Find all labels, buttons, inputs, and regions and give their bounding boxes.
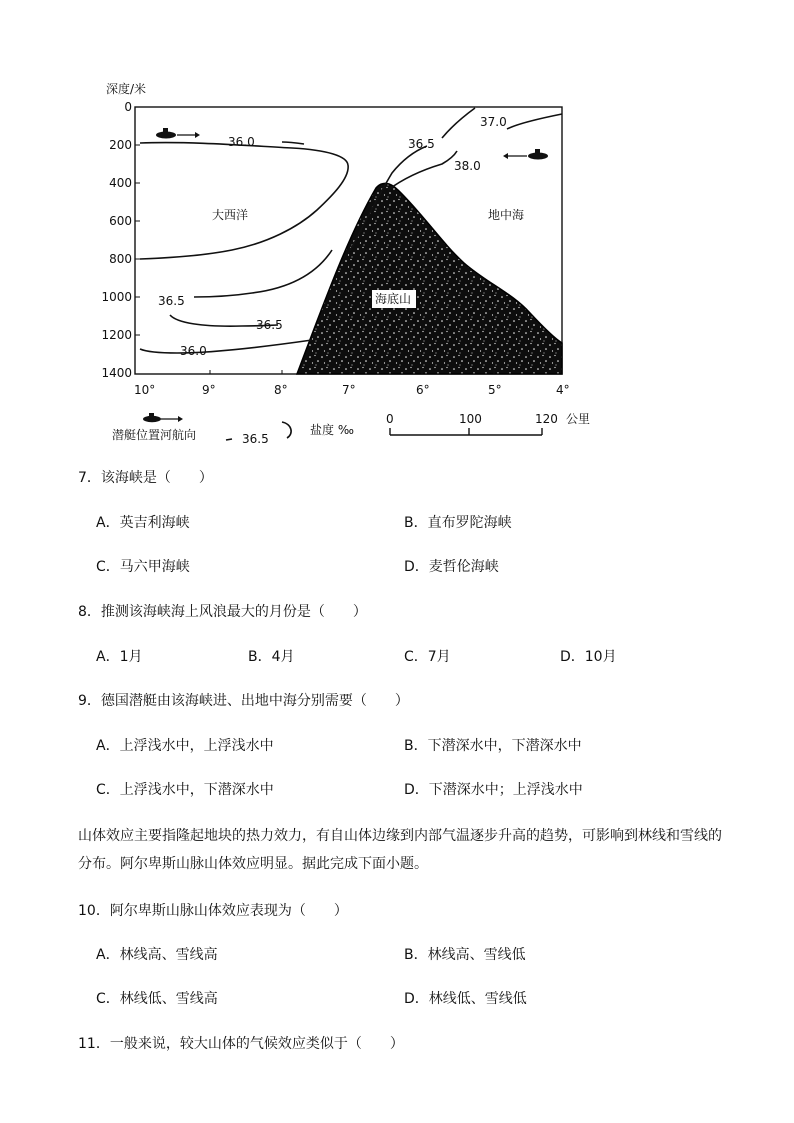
question-8-option-d[interactable]: D．10月	[560, 649, 617, 665]
scale-tick-label: 100	[459, 412, 482, 426]
question-11-stem: 11．一般来说，较大山体的气候效应类似于（ ）	[78, 1036, 404, 1052]
question-7-stem: 7．该海峡是（ ）	[78, 470, 213, 486]
isohaline-36-0-lower	[140, 340, 312, 353]
isohaline-value: 36.5	[256, 318, 283, 332]
question-9-stem: 9．德国潜艇由该海峡进、出地中海分别需要（ ）	[78, 693, 409, 709]
y-axis-title: 深度/米	[106, 82, 147, 96]
question-7-option-a[interactable]: A．英吉利海峡	[96, 515, 190, 531]
scale-tick-label: 0	[386, 412, 394, 426]
question-9-option-d[interactable]: D．下潜深水中；上浮浅水中	[404, 782, 583, 798]
scale-tick-label: 120	[535, 412, 558, 426]
question-10-stem: 10．阿尔卑斯山脉山体效应表现为（ ）	[78, 903, 348, 919]
submarine-icon-right	[503, 149, 548, 160]
question-10-option-a[interactable]: A．林线高、雪线高	[96, 947, 218, 963]
legend-isoline-dash	[226, 439, 232, 440]
isohaline-value: 36.5	[158, 294, 185, 308]
y-tick-label: 1400	[101, 366, 132, 380]
scale-bar	[390, 428, 542, 435]
legend-isoline-sample	[282, 422, 291, 438]
isohaline-value: 36.0	[228, 135, 255, 149]
question-8-stem: 8．推测该海峡海上风浪最大的月份是（ ）	[78, 604, 367, 620]
x-tick-label: 4°	[556, 383, 570, 397]
question-7-option-d[interactable]: D．麦哲伦海峡	[404, 559, 499, 575]
strait-salinity-figure	[92, 78, 612, 456]
y-tick-label: 1000	[101, 290, 132, 304]
atlantic-label: 大西洋	[212, 208, 249, 222]
question-8-option-a[interactable]: A．1月	[96, 649, 143, 665]
seamount-label: 海底山	[375, 292, 412, 306]
x-tick-label: 10°	[134, 383, 156, 397]
isohaline-38-0	[388, 151, 457, 190]
question-9-option-a[interactable]: A．上浮浅水中，上浮浅水中	[96, 738, 274, 754]
question-10-option-c[interactable]: C．林线低、雪线高	[96, 991, 218, 1007]
reading-passage: 山体效应主要指隆起地块的热力效力，有自山体边缘到内部气温逐步升高的趋势，可影响到林线和雪线的分布。阿尔卑斯山脉山体效应明显。据此完成下面小题。	[78, 828, 722, 872]
question-9-option-c[interactable]: C．上浮浅水中，下潜深水中	[96, 782, 274, 798]
isohaline-36-5-left	[194, 250, 332, 297]
legend-salinity-label: 盐度 ‰	[310, 423, 354, 437]
isohaline-36-5-right-upper	[442, 108, 475, 138]
question-10-option-b[interactable]: B．林线高、雪线低	[404, 947, 526, 963]
y-tick-label: 1200	[101, 328, 132, 342]
question-9-option-b[interactable]: B．下潜深水中，下潜深水中	[404, 738, 582, 754]
isohaline-value: 36.5	[408, 137, 435, 151]
legend-submarine-label: 潜艇位置河航向	[112, 428, 197, 442]
isohaline-36-0-upper-mark	[282, 142, 304, 144]
isohaline-36-0-upper	[140, 143, 348, 259]
isohaline-value: 36.0	[180, 344, 207, 358]
y-tick-label: 200	[109, 138, 132, 152]
isohaline-value: 37.0	[480, 115, 507, 129]
x-tick-label: 5°	[488, 383, 502, 397]
submarine-icon-left	[156, 128, 200, 139]
x-tick-label: 6°	[416, 383, 430, 397]
y-tick-label: 600	[109, 214, 132, 228]
y-tick-label: 0	[124, 100, 132, 114]
question-7-option-c[interactable]: C．马六甲海峡	[96, 559, 190, 575]
y-tick-label: 800	[109, 252, 132, 266]
x-tick-label: 9°	[202, 383, 216, 397]
isohaline-37-0	[507, 114, 562, 129]
x-tick-label: 7°	[342, 383, 356, 397]
y-tick-label: 400	[109, 176, 132, 190]
mediterranean-label: 地中海	[488, 208, 525, 222]
legend-submarine-icon	[143, 413, 183, 422]
legend-isoline-value: 36.5	[242, 432, 269, 446]
question-10-option-d[interactable]: D．林线低、雪线低	[404, 991, 527, 1007]
figure-graphics	[92, 78, 612, 456]
scale-unit-label: 公里	[566, 412, 591, 426]
question-7-option-b[interactable]: B．直布罗陀海峡	[404, 515, 512, 531]
isohaline-value: 38.0	[454, 159, 481, 173]
x-tick-label: 8°	[274, 383, 288, 397]
question-8-option-b[interactable]: B．4月	[248, 649, 295, 665]
y-tick-marks	[135, 145, 140, 335]
question-8-option-c[interactable]: C．7月	[404, 649, 451, 665]
